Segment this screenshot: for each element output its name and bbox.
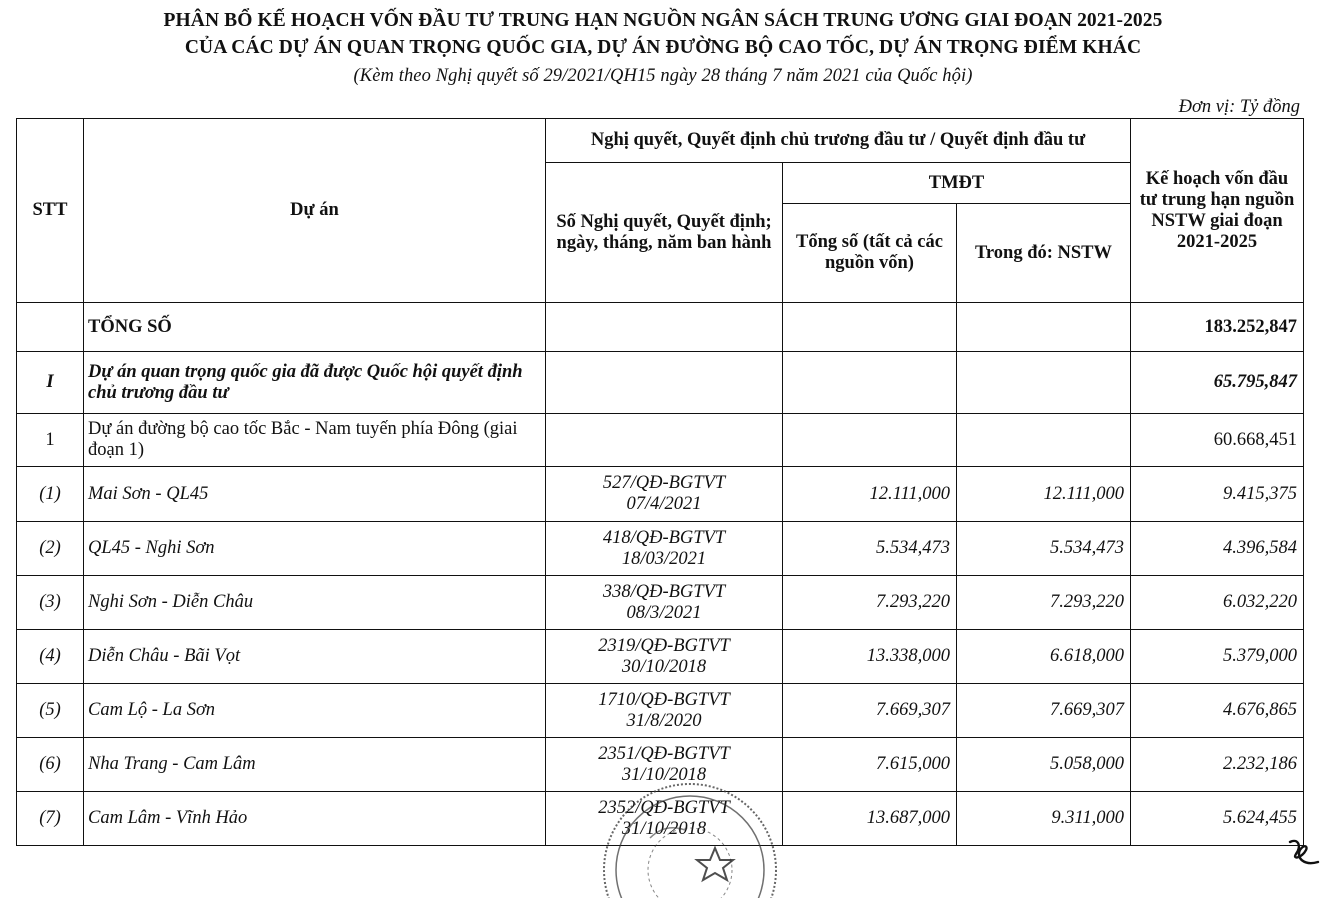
cell-total: 12.111,000 xyxy=(783,467,957,522)
decision-number: 527/QĐ-BGTVT xyxy=(602,473,726,493)
cell-plan: 9.415,375 xyxy=(1131,467,1304,522)
table-row xyxy=(17,738,1304,792)
cell-project: Mai Sơn - QL45 xyxy=(84,467,546,522)
decision-number: 2351/QĐ-BGTVT xyxy=(598,743,730,764)
decision-date: 18/03/2021 xyxy=(621,548,707,569)
cell-plan: 6.032,220 xyxy=(1131,576,1304,630)
cell-total: 7.615,000 xyxy=(783,738,957,792)
table-row-group-i xyxy=(17,352,1304,414)
cell-nstw: 6.618,000 xyxy=(957,630,1131,684)
cell-nstw xyxy=(957,303,1131,352)
cell-project: Cam Lộ - La Sơn xyxy=(84,684,546,738)
cell-decision xyxy=(546,684,783,738)
table-row xyxy=(17,684,1304,738)
cell-stt: (6) xyxy=(17,738,84,792)
table-row xyxy=(17,630,1304,684)
cell-decision xyxy=(546,792,783,846)
header-total: Tổng số (tất cả các nguồn vốn) xyxy=(783,204,957,303)
table-row xyxy=(17,522,1304,576)
cell-plan: 183.252,847 xyxy=(1131,303,1304,352)
cell-total: 13.338,000 xyxy=(783,630,957,684)
cell-stt: (5) xyxy=(17,684,84,738)
decision-number: 418/QĐ-BGTVT xyxy=(602,527,726,548)
cell-project: Diễn Châu - Bãi Vọt xyxy=(84,630,546,684)
cell-plan: 60.668,451 xyxy=(1131,414,1304,467)
cell-decision xyxy=(546,303,783,352)
header-stt: STT xyxy=(17,119,84,303)
table-row-subgroup-1 xyxy=(17,414,1304,467)
cell-stt: (7) xyxy=(17,792,84,846)
cell-nstw xyxy=(957,352,1131,414)
cell-nstw: 5.534,473 xyxy=(957,522,1131,576)
cell-decision xyxy=(546,522,783,576)
cell-nstw: 5.058,000 xyxy=(957,738,1131,792)
cell-project: Nha Trang - Cam Lâm xyxy=(84,738,546,792)
cell-decision xyxy=(546,630,783,684)
decision-date: 31/10/2018 xyxy=(621,818,707,839)
header-decision-group: Nghị quyết, Quyết định chủ trương đầu tư / Quyết định đầu tư xyxy=(546,119,1131,163)
cell-total xyxy=(783,414,957,467)
cell-stt: (2) xyxy=(17,522,84,576)
cell-plan: 4.676,865 xyxy=(1131,684,1304,738)
cell-project: TỔNG SỐ xyxy=(84,303,546,352)
cell-plan: 2.232,186 xyxy=(1131,738,1304,792)
document-title-line1: PHÂN BỔ KẾ HOẠCH VỐN ĐẦU TƯ TRUNG HẠN NGUỒN NGÂN SÁCH TRUNG ƯƠNG GIAI ĐOẠN 2021-2025 xyxy=(163,10,1163,31)
cell-decision xyxy=(546,576,783,630)
table-row xyxy=(17,467,1304,522)
allocation-table xyxy=(16,118,1304,846)
decision-date: 08/3/2021 xyxy=(626,602,702,623)
cell-nstw: 9.311,000 xyxy=(957,792,1131,846)
document-subtitle: (Kèm theo Nghị quyết số 29/2021/QH15 ngày 28 tháng 7 năm 2021 của Quốc hội) xyxy=(353,66,973,86)
cell-stt: 1 xyxy=(17,414,84,467)
cell-nstw: 7.293,220 xyxy=(957,576,1131,630)
cell-decision xyxy=(546,352,783,414)
table-row xyxy=(17,792,1304,846)
table-row xyxy=(17,576,1304,630)
decision-date: 31/8/2020 xyxy=(626,710,702,731)
decision-number: 1710/QĐ-BGTVT xyxy=(598,689,730,710)
cell-plan: 5.379,000 xyxy=(1131,630,1304,684)
cell-stt xyxy=(17,303,84,352)
cell-project: Nghi Sơn - Diễn Châu xyxy=(84,576,546,630)
cell-decision xyxy=(546,467,783,522)
decision-number: 2319/QĐ-BGTVT xyxy=(598,635,730,656)
cell-total: 7.293,220 xyxy=(783,576,957,630)
cell-total: 13.687,000 xyxy=(783,792,957,846)
decision-date: 31/10/2018 xyxy=(621,764,707,785)
document-title-line2: CỦA CÁC DỰ ÁN QUAN TRỌNG QUỐC GIA, DỰ ÁN ĐƯỜNG BỘ CAO TỐC, DỰ ÁN TRỌNG ĐIỂM KHÁC xyxy=(184,37,1142,58)
cell-stt: I xyxy=(17,352,84,414)
cell-total: 5.534,473 xyxy=(783,522,957,576)
cell-stt: (4) xyxy=(17,630,84,684)
cell-project: Cam Lâm - Vĩnh Hảo xyxy=(84,792,546,846)
cell-decision xyxy=(546,414,783,467)
decision-date: 30/10/2018 xyxy=(621,656,707,677)
unit-label: Đơn vị: Tỷ đồng xyxy=(1178,97,1300,117)
cell-stt: (3) xyxy=(17,576,84,630)
cell-nstw: 7.669,307 xyxy=(957,684,1131,738)
cell-plan: 5.624,455 xyxy=(1131,792,1304,846)
cell-project: Dự án đường bộ cao tốc Bắc - Nam tuyến phía Đông (giai đoạn 1) xyxy=(84,414,546,467)
header-project: Dự án xyxy=(84,119,546,303)
table-row-total xyxy=(17,303,1304,352)
cell-total xyxy=(783,303,957,352)
cell-project: QL45 - Nghi Sơn xyxy=(84,522,546,576)
header-nstw: Trong đó: NSTW xyxy=(957,204,1131,303)
cell-nstw xyxy=(957,414,1131,467)
header-tmdt: TMĐT xyxy=(783,163,1131,204)
decision-number: 338/QĐ-BGTVT xyxy=(602,581,726,602)
cell-nstw: 12.111,000 xyxy=(957,467,1131,522)
header-decision-no: Số Nghị quyết, Quyết định; ngày, tháng, năm ban hành xyxy=(546,163,783,303)
cell-total: 7.669,307 xyxy=(783,684,957,738)
cell-project: Dự án quan trọng quốc gia đã được Quốc hội quyết định chủ trương đầu tư xyxy=(84,352,546,414)
cell-total xyxy=(783,352,957,414)
cell-plan: 65.795,847 xyxy=(1131,352,1304,414)
decision-date: 07/4/2021 xyxy=(626,494,702,514)
header-plan: Kế hoạch vốn đầu tư trung hạn nguồn NSTW giai đoạn 2021-2025 xyxy=(1131,119,1304,303)
cell-plan: 4.396,584 xyxy=(1131,522,1304,576)
cell-decision xyxy=(546,738,783,792)
cell-stt: (1) xyxy=(17,467,84,522)
decision-number: 2352/QĐ-BGTVT xyxy=(598,797,730,818)
